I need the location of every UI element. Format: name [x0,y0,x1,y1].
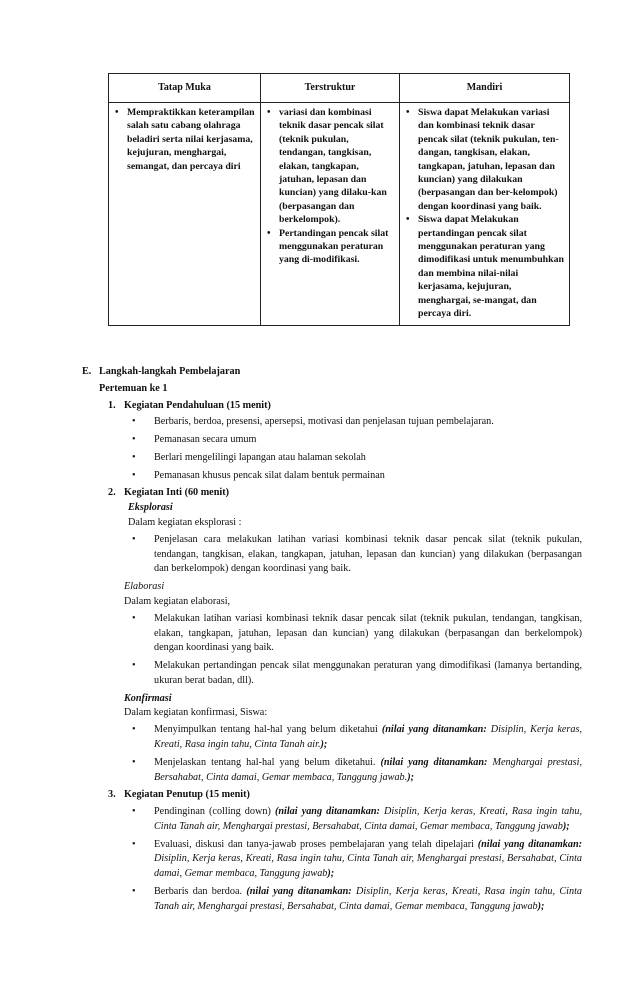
step-1-title: Kegiatan Pendahuluan (15 menit) [124,399,271,411]
list-item: • Siswa dapat Melakukan pertandingan pencak silat menggunakan peraturan yang dimodifikasi untuk menumbuhkan dan membina nilai-nilai kerjasama, kejujuran, menghargai, se-mangat, dan percaya diri. [404,213,565,320]
list-item: • Mempraktikkan keterampilan salah satu cabang olahraga beladiri serta nilai kerjasama, kejujuran, menghargai, semangat, dan percaya diri [113,106,256,173]
table-header-row [109,74,570,103]
eksplorasi-label: Eksplorasi [128,502,173,514]
list-item: • Menjelaskan tentang hal-hal yang belum diketahui. (nilai yang ditanamkan: Menghargai prestasi, Bersahabat, Cinta damai, Gemar membaca, Tanggung jawab.); [124,756,582,786]
list-item: • Melakukan latihan variasi kombinasi teknik dasar pencak silat (teknik pukulan, tendangan, tangkisan, elakan, tangkapan, jatuhan, lepasan dan kuncian) yang dilakukan (berpasangan dan berkelompok) dengan koordinasi yang baik. [124,612,582,656]
list-item: • Pertandingan pencak silat menggunakan peraturan yang di-modifikasi. [265,227,395,267]
table-row [109,103,570,326]
list-item: • Siswa dapat Melakukan variasi dan kombinasi teknik dasar pencak silat (teknik pukulan, ten-dangan, tangkisan, elakan, tangkapan, jatuhan, lepasan dan kuncian) yang dilakukan (berpasangan dan ber-kelompok) dengan koordinasi yang baik. [404,106,565,213]
elaborasi-list [82,612,582,689]
header-tatap-muka: Tatap Muka [109,74,261,103]
list-item: • Evaluasi, diskusi dan tanya-jawab proses pembelajaran yang telah dipelajari (nilai yang ditanamkan: Disiplin, Kerja keras, Kreati, Rasa ingin tahu, Cinta Tanah air, Menghargai prestasi, Bersahabat, Cinta damai, Gemar membaca, Tanggung jawab); [124,838,582,882]
meeting-label: Pertemuan ke 1 [99,382,168,394]
step-3-heading: 3. Kegiatan Penutup (15 menit) [108,789,250,801]
section-letter: E. [82,366,92,377]
elaborasi-label: Elaborasi [124,581,165,593]
cell-tatap-muka [109,103,261,326]
cell-terstruktur [261,103,400,326]
konfirmasi-list [82,723,582,785]
list-item: • Melakukan pertandingan pencak silat menggunakan peraturan yang dimodifikasi (lamanya bertanding, ukuran berat badan, dll). [124,659,582,689]
header-terstruktur: Terstruktur [261,74,400,103]
konfirmasi-label: Konfirmasi [124,692,172,704]
eksplorasi-list [82,533,582,577]
header-mandiri: Mandiri [400,74,570,103]
list-item: • Pendinginan (colling down) (nilai yang ditanamkan: Disiplin, Kerja keras, Kreati, Rasa ingin tahu, Cinta Tanah air, Menghargai prestasi, Bersahabat, Cinta damai, Gemar membaca, Tanggung jawab); [124,805,582,835]
step-2-title: Kegiatan Inti (60 menit) [124,487,229,499]
list-item: • variasi dan kombinasi teknik dasar pencak silat (teknik pukulan, tendangan, tangkisan, elakan, tangkapan, jatuhan, lepasan dan kuncian) yang dilaku-kan (berpasangan dan berkelompok). [265,106,395,227]
list-item: • Berlari mengelilingi lapangan atau halaman sekolah [124,451,582,466]
list-item: • Menyimpulkan tentang hal-hal yang belum diketahui (nilai yang ditanamkan: Disiplin, Kerja keras, Kreati, Rasa ingin tahu, Cinta Tanah air.); [124,723,582,753]
list-item: • Pemanasan khusus pencak silat dalam bentuk permainan [124,469,582,484]
list-item: • Penjelasan cara melakukan latihan variasi kombinasi teknik dasar pencak silat (teknik pukulan, tendangan, tangkisan, elakan, tangkapan, jatuhan, lepasan dan kuncian) yang dilakukan (berpasangan dan berkelompok) dengan koordinasi yang baik. [124,533,582,577]
step-1-list [82,415,582,483]
section-heading [82,365,582,380]
step-2-heading: 2. Kegiatan Inti (60 menit) [108,487,229,499]
elaborasi-intro: Dalam kegiatan elaborasi, [124,595,231,607]
learning-steps [82,365,582,918]
section-title: Langkah-langkah Pembelajaran [99,366,241,377]
step-3-title: Kegiatan Penutup (15 menit) [124,789,250,801]
step-1-heading: 1. Kegiatan Pendahuluan (15 menit) [108,399,271,411]
list-item: • Berbaris dan berdoa. (nilai yang ditanamkan: Disiplin, Kerja keras, Kreati, Rasa ingin tahu, Cinta Tanah air, Menghargai prestasi, Bersahabat, Cinta damai, Gemar membaca, Tanggung jawab); [124,885,582,915]
list-item: • Berbaris, berdoa, presensi, apersepsi, motivasi dan penjelasan tujuan pembelajaran. [124,415,582,430]
konfirmasi-intro: Dalam kegiatan konfirmasi, Siswa: [124,707,268,719]
eksplorasi-intro: Dalam kegiatan eksplorasi : [128,517,242,529]
activity-table [108,73,570,326]
list-item: • Pemanasan secara umum [124,433,582,448]
cell-mandiri [400,103,570,326]
step-3-list [82,805,582,914]
